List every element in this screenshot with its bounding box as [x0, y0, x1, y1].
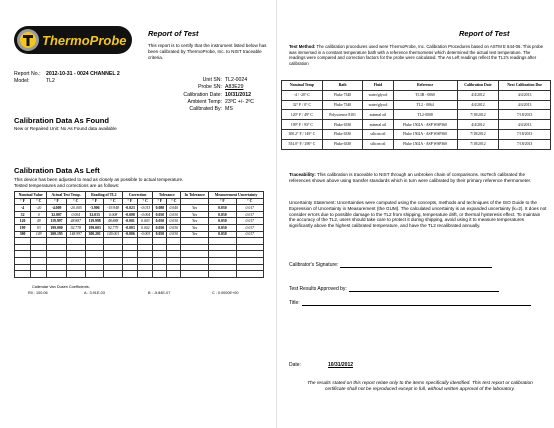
table-cell: 32.007 [47, 211, 66, 218]
table-cell [47, 257, 66, 264]
unit-cell: ° F [122, 198, 137, 205]
table-cell: 0.003 [138, 218, 153, 225]
empty-table-row [15, 264, 264, 271]
table-cell: 0.008 [104, 211, 122, 218]
col-correction: Correction [122, 192, 153, 199]
unit-cell [181, 198, 209, 205]
probe-sn-label: Probe SN: [198, 84, 222, 91]
table-cell [153, 244, 167, 251]
table-cell: 92.779 [104, 224, 122, 231]
table-cell [236, 271, 263, 278]
table-cell: 0.030 [209, 224, 236, 231]
standards-cell: 4/4/2012 [457, 100, 499, 110]
coef-a: A : 3.91E-03 [84, 291, 105, 295]
table-cell [236, 257, 263, 264]
ambient-label: Ambient Temp: [187, 98, 222, 105]
unit-cell: ° C [31, 198, 47, 205]
standards-row [282, 90, 551, 100]
empty-table-row [15, 257, 264, 264]
table-cell [122, 271, 137, 278]
table-cell [122, 264, 137, 271]
table-cell: 0.050 [153, 231, 167, 238]
table-cell: 92.778 [66, 224, 85, 231]
test-method-label: Test Method: [289, 44, 316, 49]
table-cell [153, 238, 167, 245]
calibrator-signature-row [289, 262, 492, 268]
cal-date-label: Calibration Date: [183, 91, 222, 98]
table-cell: -4.009 [47, 205, 66, 212]
certification-intro: This report is to certify that the instrument listed below has been calibrated by ThermoProbe, Inc. to NIST traceable criteria. [148, 43, 267, 60]
standards-cell: 4/4/2012 [457, 120, 499, 130]
table-cell [66, 257, 85, 264]
table-cell [153, 264, 167, 271]
table-cell [104, 238, 122, 245]
coef-b: B : -5.84E-07 [148, 291, 171, 295]
report-footer-note: The results stated on this report relate only to the items specifically identified. This test report or calibration certificate shall not be reproduced except in full, without written approval of the laboratory. [307, 381, 533, 393]
table-cell: 0.030 [209, 231, 236, 238]
table-cell: 199.000 [47, 224, 66, 231]
table-cell: -0.004 [138, 211, 153, 218]
standards-cell: 7/18/2012 [457, 129, 499, 139]
logo-wordmark: ThermoProbe [42, 33, 127, 48]
table-cell [31, 244, 47, 251]
table-cell: Yes [181, 231, 209, 238]
table-cell [209, 257, 236, 264]
table-cell [236, 244, 263, 251]
table-cell [236, 264, 263, 271]
standards-cell: 7/18/2012 [457, 110, 499, 120]
as-found-heading: Calibration Data As Found [14, 116, 110, 125]
standards-cell: 4/4/2013 [499, 120, 551, 130]
standards-header-cell: Fluid [363, 81, 393, 91]
table-cell [167, 257, 181, 264]
table-cell [85, 271, 103, 278]
table-cell: 0.017 [236, 218, 263, 225]
table-cell [15, 238, 31, 245]
unit-cell: ° F [85, 198, 103, 205]
cal-date-value: 10/31/2012 [225, 91, 251, 98]
model-value: TL2 [46, 78, 55, 84]
table-cell: 199.003 [85, 224, 103, 231]
ambient-value: 23ºC +/- 2ºC [225, 98, 255, 105]
unit-cell: ° F [15, 198, 31, 205]
standards-cell: 4/4/2012 [457, 90, 499, 100]
date-label: Date: [289, 362, 301, 368]
units-row [15, 198, 264, 205]
standards-row [282, 129, 551, 139]
table-cell: 0.050 [153, 218, 167, 225]
standards-header-row [282, 81, 551, 91]
standards-cell: 7/18/2013 [499, 110, 551, 120]
standards-cell: mineral oil [363, 110, 393, 120]
table-cell: -20.005 [66, 205, 85, 212]
coef-r0: R0 : 100.06 [28, 291, 48, 295]
table-cell [167, 271, 181, 278]
table-cell [15, 257, 31, 264]
table-cell [85, 257, 103, 264]
table-cell [66, 251, 85, 258]
table-cell: 0.030 [209, 218, 236, 225]
standards-header-cell: Reference [393, 81, 457, 91]
table-cell [138, 271, 153, 278]
table-cell [181, 238, 209, 245]
table-cell: Yes [181, 224, 209, 231]
table-cell [153, 257, 167, 264]
cal-by-label: Calibrated By: [189, 106, 222, 113]
report-title: Report of Test [148, 29, 199, 38]
table-row [15, 205, 264, 212]
col-nominal: Nominal Value [15, 192, 47, 199]
table-cell [66, 264, 85, 271]
title-line[interactable] [302, 305, 531, 306]
table-cell: 0.050 [153, 211, 167, 218]
table-cell: 149.001 [104, 231, 122, 238]
calibrator-signature-line[interactable] [340, 267, 492, 268]
unit-cell: ° C [138, 198, 153, 205]
standards-header-cell: Next Calibration Due [499, 81, 551, 91]
title-label: Title: [289, 300, 300, 306]
standards-cell: Fluke 1502A - ASP WSP360 [393, 129, 457, 139]
standards-cell: 120° F / 49° C [282, 110, 323, 120]
table-cell: 119.998 [85, 218, 103, 225]
probe-sn-value: A83E29 [225, 84, 244, 91]
calibrator-signature-label: Calibrator's Signature: [289, 262, 339, 268]
table-cell: 0.004 [66, 211, 85, 218]
table-cell [167, 244, 181, 251]
table-cell: 48.888 [104, 218, 122, 225]
table-cell [153, 271, 167, 278]
table-cell: 119.997 [47, 218, 66, 225]
table-cell [167, 251, 181, 258]
traceability-text: This calibration is traceable to NIST through an unbroken chain of comparisons. IsoTech calibrated the references shown above using transfer standards which in turn were calibrated by their primary reference thermometer. [289, 172, 532, 183]
table-cell: 0 [31, 211, 47, 218]
table-cell [85, 264, 103, 271]
table-cell: -3.906 [85, 205, 103, 212]
standards-cell: silicon oil [363, 129, 393, 139]
report-title-right: Report of Test [459, 29, 510, 38]
table-cell: 0.017 [236, 224, 263, 231]
table-cell [209, 271, 236, 278]
standards-cell: 7/18/2012 [457, 139, 499, 149]
table-cell [31, 264, 47, 271]
table-row [15, 211, 264, 218]
table-cell: 32 [15, 211, 31, 218]
table-cell [66, 271, 85, 278]
table-cell [104, 244, 122, 251]
approved-by-line[interactable] [349, 291, 499, 292]
table-cell [104, 271, 122, 278]
table-cell [181, 251, 209, 258]
table-cell [209, 251, 236, 258]
standards-cell: Fluke 6330 [322, 139, 363, 149]
table-cell [15, 271, 31, 278]
table-cell: 199 [15, 224, 31, 231]
standards-row [282, 110, 551, 120]
table-cell: Yes [181, 205, 209, 212]
table-cell [181, 264, 209, 271]
table-cell [138, 251, 153, 258]
table-cell [31, 251, 47, 258]
coef-c: C : 0.0000E+00 [212, 291, 239, 295]
table-cell [167, 238, 181, 245]
table-cell: 300.201 [85, 231, 103, 238]
table-cell: 149 [31, 231, 47, 238]
table-cell [209, 244, 236, 251]
table-cell: Yes [181, 218, 209, 225]
table-cell [47, 264, 66, 271]
table-cell: -0.008 [122, 211, 137, 218]
table-cell [122, 238, 137, 245]
table-cell [153, 251, 167, 258]
report-no-label: Report No.: [14, 71, 41, 77]
table-cell [15, 264, 31, 271]
unit-cell: ° C [167, 198, 181, 205]
table-cell [31, 257, 47, 264]
table-cell: Yes [181, 211, 209, 218]
empty-table-row [15, 238, 264, 245]
standards-cell: 300.2° F / 149° C [282, 129, 323, 139]
table-row [15, 231, 264, 238]
cal-by-value: MS [225, 106, 233, 113]
table-cell: 0.002 [138, 224, 153, 231]
empty-table-row [15, 251, 264, 258]
table-cell [31, 271, 47, 278]
empty-table-row [15, 271, 264, 278]
table-cell [104, 257, 122, 264]
table-cell [122, 244, 137, 251]
table-cell: -4 [15, 205, 31, 212]
table-cell: 0.030 [167, 218, 181, 225]
report-meta [14, 71, 120, 85]
table-cell: 300.195 [47, 231, 66, 238]
reference-standards-table [281, 80, 551, 150]
col-uncertainty: Measurement Uncertainty [209, 192, 264, 199]
table-cell: 49 [31, 218, 47, 225]
table-cell [122, 257, 137, 264]
table-cell [236, 238, 263, 245]
standards-cell: water/glycol [363, 90, 393, 100]
table-cell: -0.003 [122, 224, 137, 231]
table-cell: 93 [31, 224, 47, 231]
standards-cell: water/glycol [363, 100, 393, 110]
table-cell: -0.003 [138, 231, 153, 238]
table-cell [138, 244, 153, 251]
date-value: 10/31/2012 [328, 362, 354, 368]
col-in-tolerance: In Tolerance [181, 192, 209, 199]
table-cell: 0.030 [167, 211, 181, 218]
as-left-text-2: Tested temperatures and corrections are as follows: [14, 182, 120, 188]
table-cell: 32.015 [85, 211, 103, 218]
standards-cell: Polyscience 8101 [322, 110, 363, 120]
table-cell [167, 264, 181, 271]
table-cell [138, 257, 153, 264]
standards-cell: TL2 - 0064 [393, 100, 457, 110]
table-cell [31, 238, 47, 245]
table-cell: 148.997 [66, 231, 85, 238]
traceability-statement [289, 172, 547, 184]
table-cell: 0.030 [209, 211, 236, 218]
standards-cell: 4/4/2013 [499, 90, 551, 100]
standards-cell: TL3B - 0060 [393, 90, 457, 100]
table-cell [104, 251, 122, 258]
unit-cell: ° C [104, 198, 122, 205]
model-label: Model: [14, 78, 30, 84]
report-no-value: 2012-10-31 - 0024 CHANNEL 2 [46, 71, 120, 77]
unit-cell: ° F [209, 198, 236, 205]
table-cell: 0.080 [153, 205, 167, 212]
traceability-label: Traceability: [289, 172, 316, 177]
table-cell: -0.006 [122, 231, 137, 238]
table-cell: 300 [15, 231, 31, 238]
table-cell [209, 238, 236, 245]
table-cell [85, 251, 103, 258]
uncertainty-statement: Uncertainty Statement: Uncertainties were computed using the concepts, methods and techniques of the ISO Guide to the Expression of Uncertainty in Measurement (the GUM). The calculated uncertainty is an expanded uncertainty (k=2). It does not consider errors due to possible damage to the TL2 from shipping, temperature drift, or thermal hysteresis effect. To maintain the accuracy of the TL2, users should take care to protect it during shipping, avoid using it to measure temperatures significantly above the highest calibrated temperature, and have the TL2 recalibrated annually. [289, 200, 547, 229]
as-left-text-1: This device has been adjusted to read as closely as possible to actual temperature. [14, 177, 184, 182]
table-cell [47, 238, 66, 245]
table-cell: -0.001 [122, 218, 137, 225]
standards-cell: Fluke 1502A - ASP WSP360 [393, 120, 457, 130]
table-cell: 0.017 [236, 231, 263, 238]
calibration-table [14, 191, 264, 278]
table-cell [47, 244, 66, 251]
empty-table-row [15, 244, 264, 251]
table-cell [66, 238, 85, 245]
table-cell: -20 [31, 205, 47, 212]
standards-cell: mineral oil [363, 120, 393, 130]
unit-cell: ° F [47, 198, 66, 205]
standards-cell: 4/4/2013 [499, 100, 551, 110]
table-cell [47, 251, 66, 258]
as-left-heading: Calibration Data As Left [14, 166, 100, 175]
standards-cell: TL2-0008 [393, 110, 457, 120]
table-cell [209, 264, 236, 271]
table-cell [47, 271, 66, 278]
unit-sn-value: TL2-0024 [225, 77, 248, 83]
standards-cell: Fluke 7340 [322, 100, 363, 110]
standards-cell: 7/18/2013 [499, 139, 551, 149]
table-cell [85, 238, 103, 245]
standards-cell: 199° F / 93° C [282, 120, 323, 130]
table-cell [138, 264, 153, 271]
report-page-right [277, 0, 554, 428]
standards-row [282, 139, 551, 149]
standards-cell: silicon oil [363, 139, 393, 149]
table-row [15, 224, 264, 231]
standards-cell: Fluke 6330 [322, 120, 363, 130]
table-cell [122, 251, 137, 258]
table-cell [104, 264, 122, 271]
table-cell [181, 244, 209, 251]
table-cell: -0.023 [122, 205, 137, 212]
standards-cell: -4 / -20° C [282, 90, 323, 100]
table-cell [181, 257, 209, 264]
test-method-text: The calibration procedures used were ThermoProbe, Inc. Calibration Procedures based on ASTM E 644-06. This probe was immersed in a constant temperature bath with a reference thermometer which determined the actual test temperature. The readings were compared and correction factors for the probe were calculated. The As Left readings reflect the TL2's readings after calibration [289, 44, 544, 66]
table-cell [66, 244, 85, 251]
unit-cell: ° C [236, 198, 263, 205]
table-cell [85, 244, 103, 251]
table-cell: -0.013 [138, 205, 153, 212]
table-cell [236, 251, 263, 258]
col-actual: Actual Test Temp. [47, 192, 86, 199]
table-cell: 48.887 [66, 218, 85, 225]
table-cell: 0.050 [153, 224, 167, 231]
unit-sn-label: Unit SN: [202, 77, 222, 83]
standards-cell: 554.0° F / 290° C [282, 139, 323, 149]
standards-header-cell: Bath [322, 81, 363, 91]
unit-meta [150, 77, 254, 113]
col-tolerance: Tolerance [153, 192, 181, 199]
table-cell: 0.017 [236, 211, 263, 218]
col-reading: Reading of TL2 [85, 192, 122, 199]
standards-row [282, 120, 551, 130]
table-cell: 0.030 [167, 231, 181, 238]
approved-by-label: Test Results Approved by: [289, 286, 347, 292]
standards-header-cell: Calibration Date [457, 81, 499, 91]
coefficients-heading: Callendar Van Dusen Coefficients: [32, 285, 90, 289]
standards-cell: Fluke 1502A - ASP WSP360 [393, 139, 457, 149]
unit-cell: ° F [153, 198, 167, 205]
table-cell [138, 238, 153, 245]
title-row [289, 300, 531, 306]
test-method [289, 44, 547, 66]
table-cell [181, 271, 209, 278]
standards-header-cell: Nominal Temp [282, 81, 323, 91]
table-cell: 120 [15, 218, 31, 225]
thermoprobe-logo [14, 26, 132, 54]
standards-row [282, 100, 551, 110]
standards-cell: Fluke 6330 [322, 129, 363, 139]
table-cell: 0.017 [236, 205, 263, 212]
table-row [15, 218, 264, 225]
table-cell [15, 251, 31, 258]
unit-cell: ° C [66, 198, 85, 205]
standards-cell: Fluke 7340 [322, 90, 363, 100]
standards-cell: 32° F / 0° C [282, 100, 323, 110]
approved-by-row [289, 286, 499, 292]
as-found-text: New or Repaired Unit: No As Found data available [14, 126, 117, 131]
table-cell [15, 244, 31, 251]
as-left-text [14, 177, 183, 189]
table-cell: 0.040 [167, 205, 181, 212]
table-cell: -19.948 [104, 205, 122, 212]
table-cell: 0.030 [167, 224, 181, 231]
table-cell: 0.030 [209, 205, 236, 212]
standards-cell: 7/18/2013 [499, 129, 551, 139]
